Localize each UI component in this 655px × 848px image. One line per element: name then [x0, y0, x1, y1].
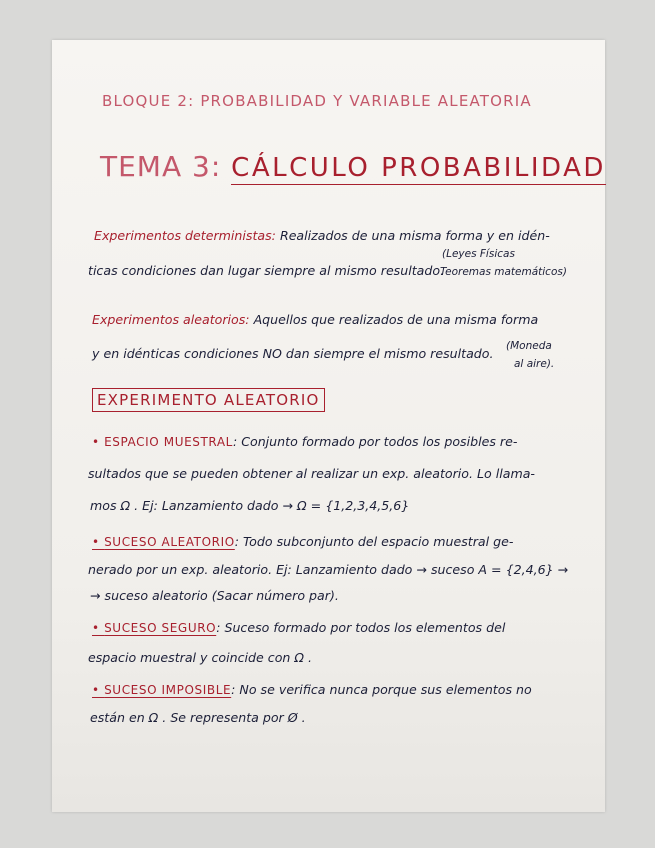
topic-title: CÁLCULO PROBABILIDAD: [231, 153, 606, 183]
sure-event-text-1: : Suceso formado por todos los elementos del: [216, 620, 506, 635]
random-note-1: (Moneda: [506, 340, 552, 352]
impossible-event-text-2: están en Ω . Se representa por Ø .: [90, 710, 306, 725]
random-event-text-3: → suceso aleatorio (Sacar número par).: [90, 588, 339, 603]
random-event-line-1: [92, 534, 513, 549]
sample-space-text-3: mos Ω . Ej: Lanzamiento dado → Ω = {1,2,3,4,5,6}: [90, 498, 410, 513]
deterministic-text-2: ticas condiciones dan lugar siempre al mismo resultado.: [88, 263, 445, 278]
sure-event-text-2: espacio muestral y coincide con Ω .: [88, 650, 313, 665]
deterministic-note-1: (Leyes Físicas: [442, 248, 515, 260]
topic-heading: [100, 150, 606, 183]
random-line-1: [92, 312, 538, 327]
impossible-event-line-1: [92, 682, 532, 697]
random-event-term-label: SUCESO ALEATORIO: [104, 535, 235, 549]
section-title-box: EXPERIMENTO ALEATORIO: [92, 388, 325, 412]
sample-space-text-2: sultados que se pueden obtener al realizar un exp. aleatorio. Lo llama-: [88, 466, 535, 481]
sure-event-line-1: [92, 620, 505, 635]
sample-space-term: • ESPACIO MUESTRAL: [92, 435, 233, 449]
random-text-2: y en idénticas condiciones NO dan siempre el mismo resultado.: [92, 346, 494, 361]
random-event-text-2: nerado por un exp. aleatorio. Ej: Lanzamiento dado → suceso A = {2,4,6} →: [88, 562, 569, 577]
deterministic-note-2: Teoremas matemáticos): [440, 266, 567, 278]
impossible-event-term-label: SUCESO IMPOSIBLE: [104, 683, 232, 697]
sure-event-term-label: SUCESO SEGURO: [104, 621, 217, 635]
sample-space-text-1: : Conjunto formado por todos los posibles re-: [232, 434, 518, 449]
impossible-event-text-1: : No se verifica nunca porque sus elementos no: [231, 682, 532, 697]
block-heading: BLOQUE 2: PROBABILIDAD Y VARIABLE ALEATORIA: [102, 92, 532, 110]
random-text-1: Aquellos que realizados de una misma forma: [253, 312, 539, 327]
random-term: Experimentos aleatorios:: [92, 312, 250, 327]
random-event-text-1: : Todo subconjunto del espacio muestral ge-: [234, 534, 514, 549]
deterministic-term: Experimentos deterministas:: [94, 228, 276, 243]
notebook-page: [52, 40, 605, 812]
sure-event-term: • SUCESO SEGURO: [92, 621, 217, 635]
topic-prefix: TEMA 3:: [100, 150, 222, 183]
random-note-2: al aire).: [514, 358, 555, 370]
deterministic-line-1: [94, 228, 550, 243]
impossible-event-term: • SUCESO IMPOSIBLE: [92, 683, 232, 697]
sample-space-line-1: [92, 434, 517, 449]
random-event-term: • SUCESO ALEATORIO: [92, 535, 235, 549]
sample-space-term-label: ESPACIO MUESTRAL: [104, 435, 233, 449]
deterministic-text-1: Realizados de una misma forma y en idén-: [279, 228, 550, 243]
